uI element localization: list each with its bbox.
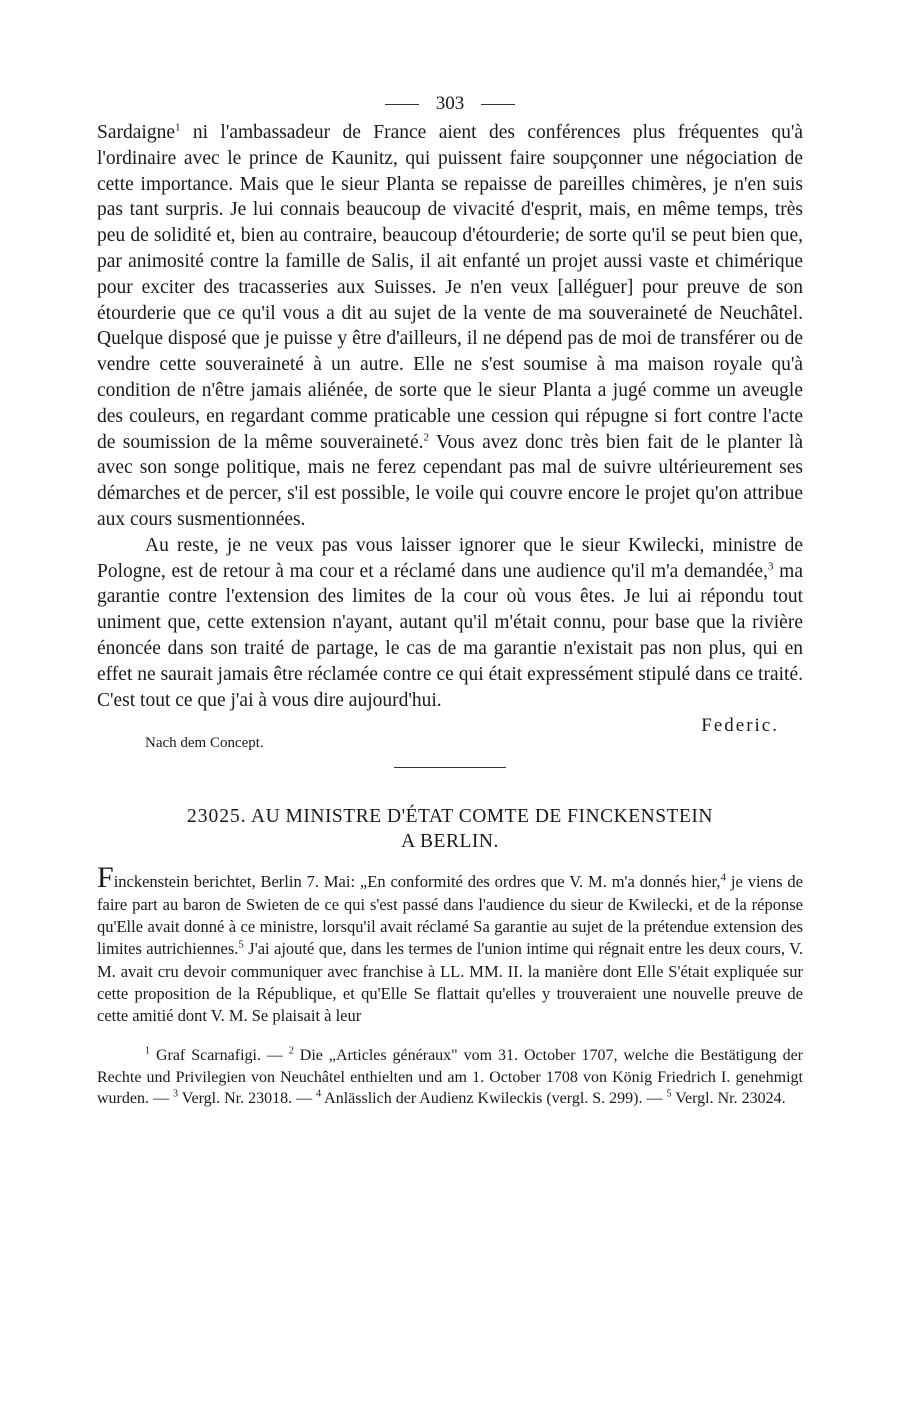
page-header	[97, 88, 803, 120]
footnote-ref: 4	[720, 871, 726, 884]
document-number: 23025.	[187, 806, 247, 828]
footnote-ref: 5	[238, 938, 244, 951]
section-divider	[394, 767, 506, 768]
letter-body	[97, 120, 803, 713]
footnote-text: Die „Articles généraux" vom 31. October 1707, welche die Bestätigung der Rechte und Privilegien von Neuchâtel enthielten und am 1. October 1708 von König Friedrich I. genehmigt wurden. —	[97, 1047, 803, 1108]
letter-paragraph-1	[97, 120, 803, 533]
footnote-mark: 4	[316, 1089, 322, 1101]
document-page	[97, 88, 803, 1110]
footnote-text: Anlässlich der Audienz Kwileckis (vergl. S. 299). —	[321, 1090, 667, 1108]
letter-paragraph-2	[97, 533, 803, 714]
report-paragraph	[97, 861, 803, 1027]
header-dash-right	[481, 104, 515, 105]
footnote-mark: 5	[666, 1089, 672, 1101]
text-run: ma garantie contre l'extension des limites de la cour où vous êtes. Je lui ai répondu tout uniment que, cette extension n'ayant, autant qu'il m'était connu, pour base que la rivière énoncée dans son traité de partage, le cas de ma garantie n'existait pas non plus, qui en effet ne saurait jamais être réclamée contre ce qui était expressément stipulé dans ce traité. C'est tout ce que j'ai à vous dire aujourd'hui.	[97, 560, 803, 711]
footnote-text: Vergl. Nr. 23018. —	[177, 1090, 317, 1108]
footnote-mark: 1	[145, 1046, 150, 1058]
title-line-2: A BERLIN.	[401, 831, 499, 853]
text-run: Au reste, je ne veux pas vous laisser ignorer que le sieur Kwilecki, ministre de Pologne, est de retour à ma cour et a réclamé dans une audience qu'il m'a demandée,	[97, 534, 803, 582]
footnote-ref: 2	[423, 431, 430, 444]
document-title	[97, 804, 803, 854]
source-note: Nach dem Concept.	[145, 735, 264, 752]
text-run: ni l'ambassadeur de France aient des conférences plus fréquentes qu'à l'ordinaire avec le prince de Kaunitz, qui puissent faire soupçonner une négociation de cette importance. Mais que le sieur Planta se repaisse de pareilles chimères, je n'en suis pas tant surpris. Je lui connais beaucoup de vivacité d'esprit, mais, en même temps, très peu de solidité et, bien au contraire, beaucoup d'étourderie; de sorte qu'il se peut bien que, par animosité contre la famille de Salis, il ait enfanté un projet aussi vaste et chimérique pour exciter des tracasseries aux Suisses. Je n'en veux [alléguer] pour preuve de son étourderie que ce qu'il vous a dit au sujet de la vente de ma souveraineté de Neuchâtel. Quelque disposé que je puisse y être d'ailleurs, il ne dépend pas de moi de transférer ou de vendre cette souveraineté à un autre. Elle ne s'est soumise à ma maison royale qu'à condition de n'être jamais aliénée, de sorte que le sieur Planta a jugé comme un aveugle des couleurs, en regardant comme praticable une cession qui répugne si fort contre l'acte de soumission de la même souveraineté.	[97, 122, 803, 453]
header-dash-left	[385, 104, 419, 105]
text-run: inckenstein berichtet, Berlin 7. Mai: „En conformité des ordres que V. M. m'a donnés hier,	[113, 872, 721, 892]
footnote-text: Graf Scarnafigi. —	[150, 1047, 289, 1065]
text-run: Sardaigne	[97, 122, 175, 143]
footnotes	[97, 1045, 803, 1110]
page-number: 303	[435, 93, 465, 114]
text-run: je viens de faire part au baron de Swieten de ce qui s'est passé dans l'audience du sieur de Kwilecki, et de la réponse qu'Elle avait donné à ce ministre, lorsqu'il avait réclamé Sa garantie au sujet de la prétendue extension des limites autrichiennes.	[97, 872, 803, 959]
drop-cap: F	[97, 861, 114, 895]
footnote-text: Vergl. Nr. 23024.	[671, 1090, 786, 1108]
footnote-mark: 3	[172, 1089, 178, 1101]
footnote-ref: 3	[767, 560, 774, 573]
title-text: AU MINISTRE D'ÉTAT COMTE DE FINCKENSTEIN	[250, 806, 713, 828]
letter-closing	[97, 715, 803, 755]
footnote-ref: 1	[174, 121, 181, 134]
title-line-1	[97, 804, 803, 829]
footnote-block	[97, 1045, 803, 1110]
footnote-mark: 2	[288, 1046, 294, 1058]
text-run: Vous avez donc très bien fait de le planter là avec son songe politique, mais ne ferez cependant pas mal de suivre ultérieurement ses démarches et de percer, s'il est possible, le voile qui couvre encore le projet qu'on attribue aux cours susmentionnées.	[97, 431, 803, 530]
signature: Federic.	[701, 715, 779, 737]
text-run: J'ai ajouté que, dans les termes de l'union intime qui régnait entre les deux cours, V. M. avait cru devoir communiquer avec franchise à LL. MM. II. la manière dont Elle S'était expliquée sur cette proposition de la République, et qu'Elle Se flattait qu'elles y trouveraient une nouvelle preuve de cette amitié dont V. M. Se plaisait à leur	[97, 939, 803, 1026]
